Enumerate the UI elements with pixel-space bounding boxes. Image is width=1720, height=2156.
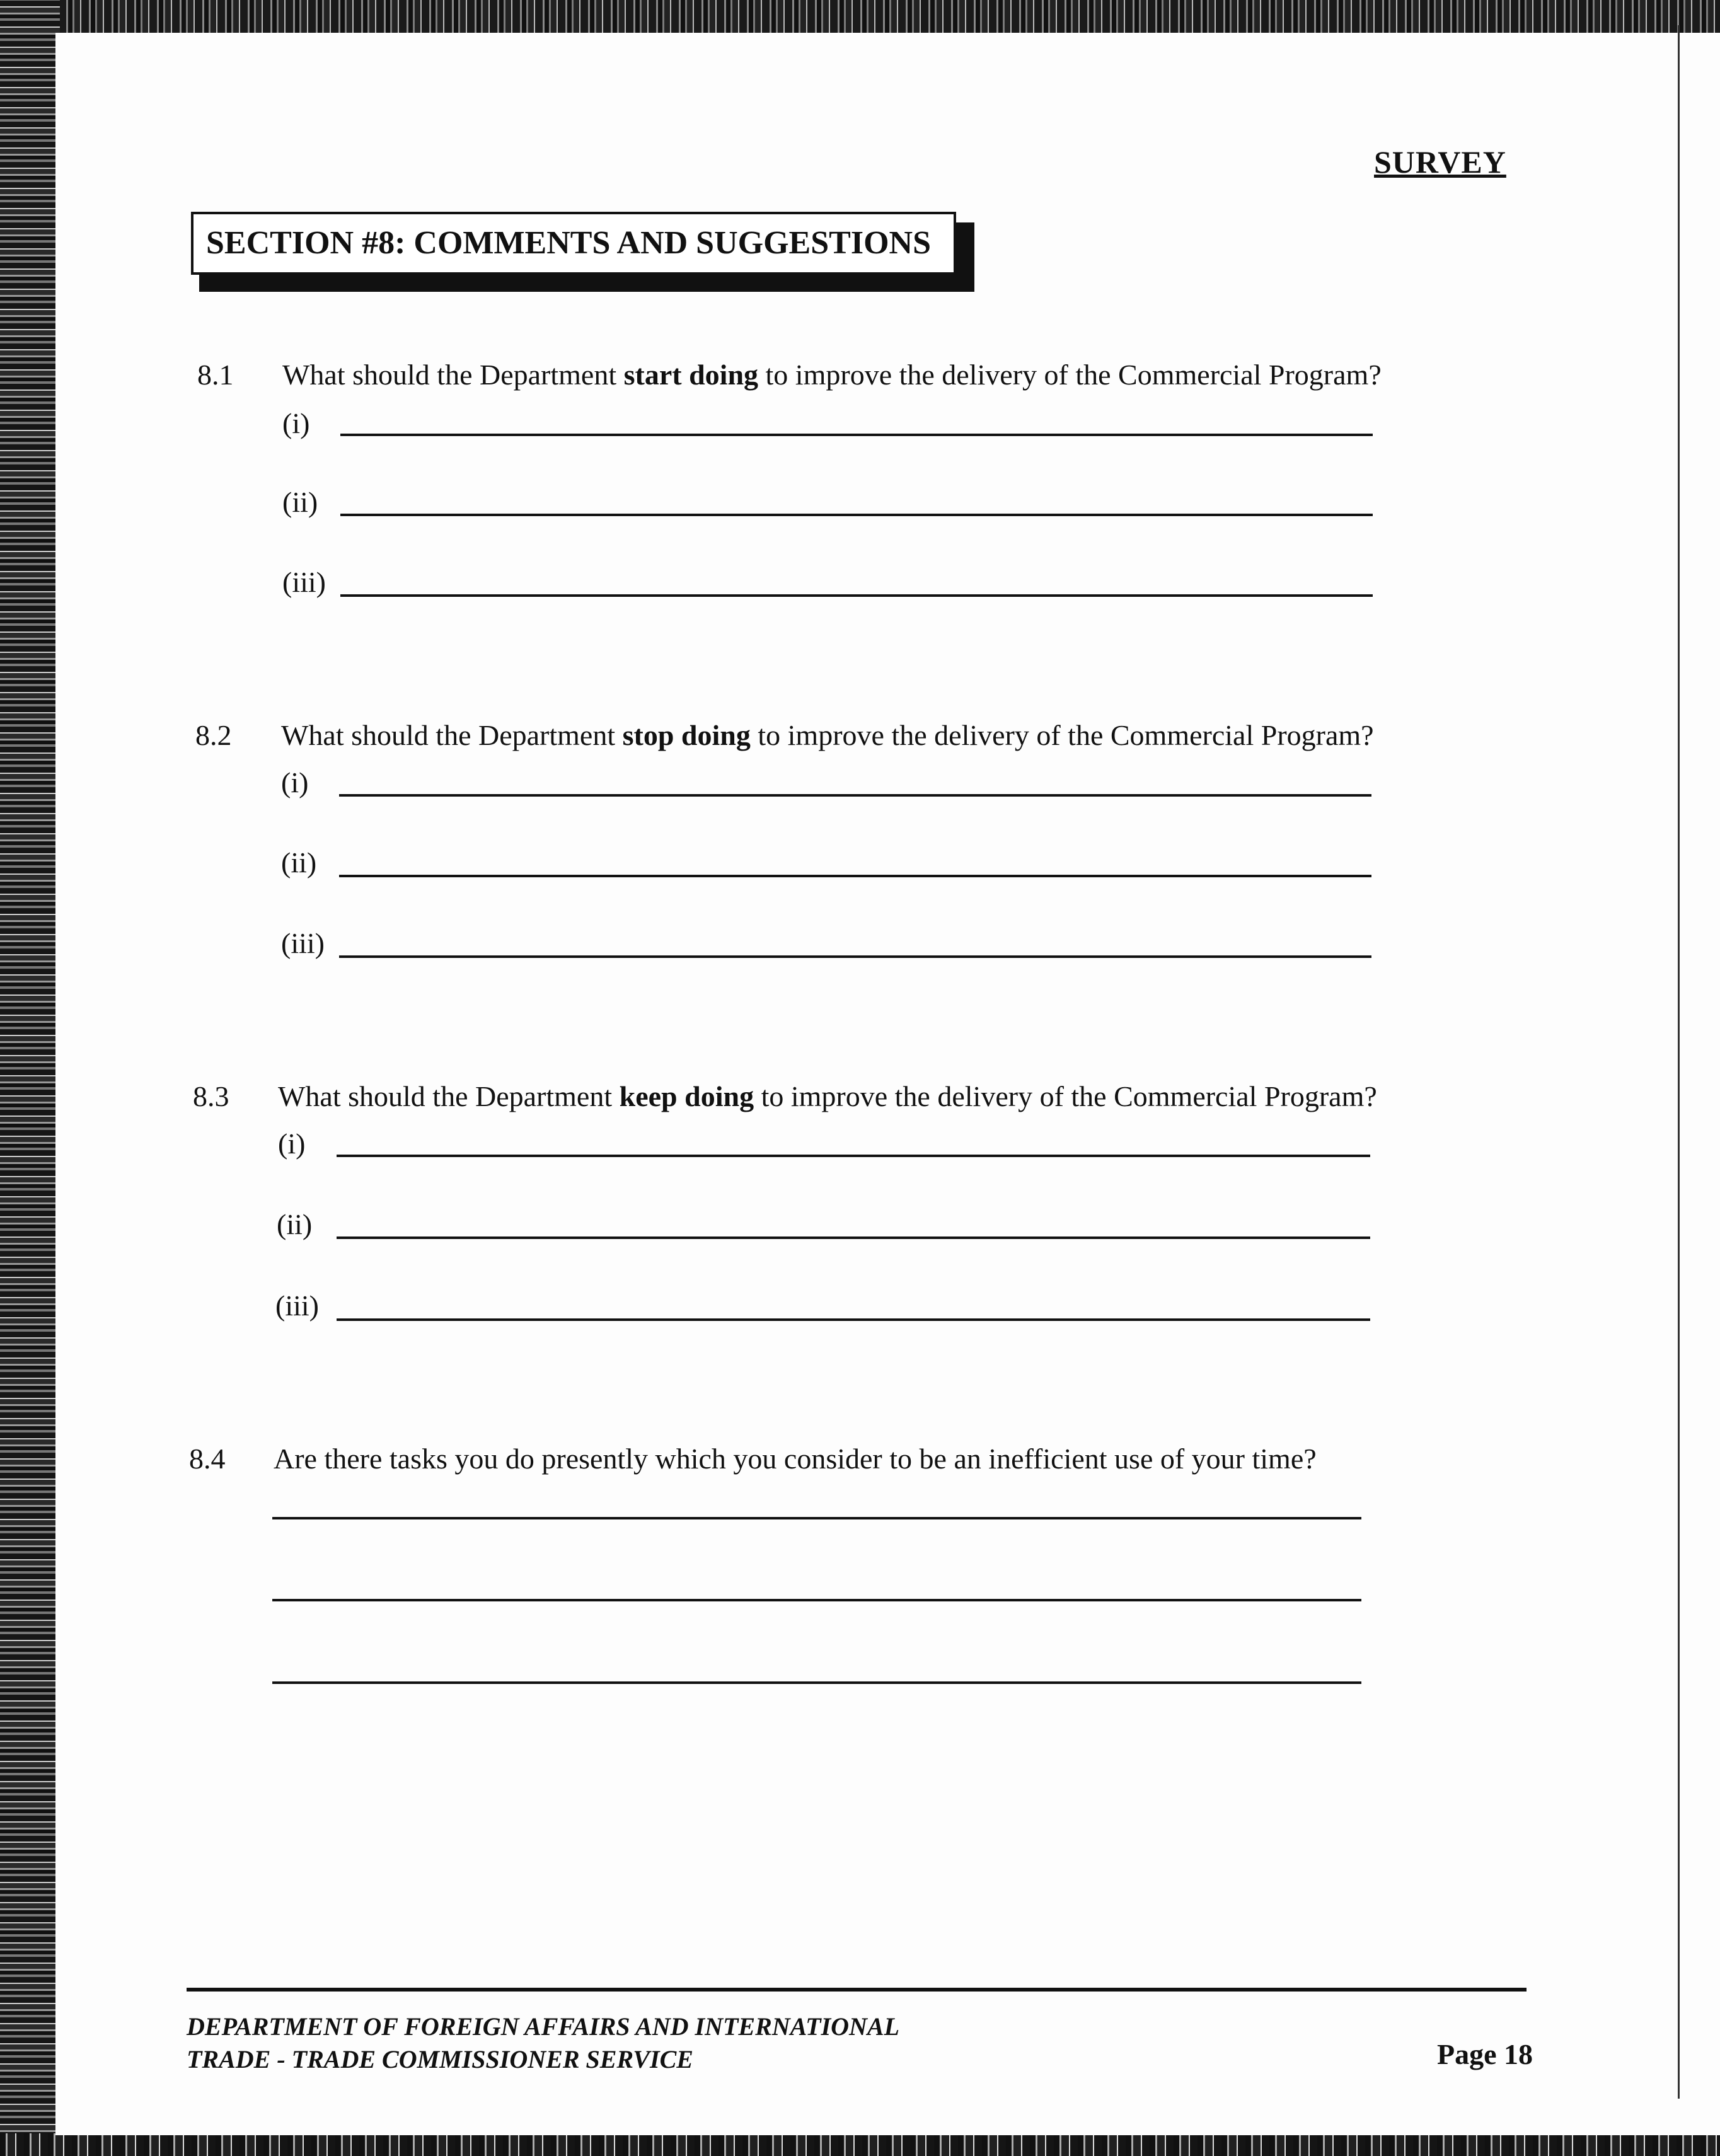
answer-item-label: (i): [282, 407, 310, 439]
survey-label: SURVEY: [1374, 144, 1506, 180]
answer-line-8-3-ii[interactable]: [337, 1237, 1370, 1239]
scan-edge-top: [0, 0, 1720, 38]
answer-line-8-3-i[interactable]: [337, 1155, 1370, 1157]
footer-organization: [187, 2010, 899, 2076]
right-margin-rule: [1678, 25, 1680, 2099]
question-emphasis: keep doing: [619, 1080, 754, 1112]
question-text-part: to improve the delivery of the Commercial Program?: [750, 719, 1374, 751]
answer-item-label: (i): [281, 766, 309, 798]
answer-item-label: (ii): [277, 1208, 313, 1240]
question-text-part: What should the Department: [282, 359, 624, 391]
footer-org-line-1: DEPARTMENT OF FOREIGN AFFAIRS AND INTERNATIONAL: [187, 2012, 900, 2041]
question-8-4-text: Are there tasks you do presently which you consider to be an inefficient use of your time?: [274, 1443, 1317, 1475]
answer-line-8-2-ii[interactable]: [339, 875, 1371, 877]
question-number: 8.2: [195, 719, 232, 751]
question-text-part: to improve the delivery of the Commercial Program?: [758, 359, 1382, 391]
answer-item-label: (iii): [281, 927, 325, 959]
answer-item-label: (iii): [275, 1289, 319, 1322]
answer-line-8-4-1[interactable]: [272, 1517, 1361, 1519]
answer-line-8-2-i[interactable]: [339, 794, 1371, 797]
question-8-1-text: [282, 358, 1382, 391]
answer-line-8-1-iii[interactable]: [340, 594, 1373, 597]
page-number: Page 18: [1437, 2038, 1533, 2070]
answer-line-8-1-i[interactable]: [340, 434, 1373, 436]
question-number: 8.3: [193, 1080, 229, 1112]
answer-item-label: (i): [278, 1127, 306, 1160]
answer-line-8-1-ii[interactable]: [340, 514, 1373, 516]
question-number: 8.4: [189, 1443, 226, 1475]
footer-org-line-2: TRADE - TRADE COMMISSIONER SERVICE: [187, 2045, 693, 2073]
question-text-part: to improve the delivery of the Commercial Program?: [754, 1080, 1377, 1112]
answer-line-8-4-3[interactable]: [272, 1681, 1361, 1684]
question-number: 8.1: [197, 359, 234, 391]
question-emphasis: start doing: [623, 359, 759, 391]
question-emphasis: stop doing: [622, 719, 751, 751]
section-header-box: [191, 212, 956, 275]
answer-line-8-3-iii[interactable]: [337, 1318, 1370, 1321]
answer-item-label: (ii): [282, 486, 318, 518]
question-8-3-text: [278, 1080, 1377, 1113]
question-text-part: What should the Department: [281, 719, 623, 751]
answer-item-label: (ii): [281, 846, 317, 879]
section-title: SECTION #8: COMMENTS AND SUGGESTIONS: [206, 225, 931, 261]
scan-edge-left: [0, 0, 60, 2156]
answer-item-label: (iii): [282, 566, 326, 598]
answer-line-8-4-2[interactable]: [272, 1599, 1361, 1601]
footer-divider: [187, 1988, 1527, 1992]
answer-line-8-2-iii[interactable]: [339, 955, 1371, 958]
question-text-part: What should the Department: [278, 1080, 620, 1112]
scan-edge-bottom: [0, 2133, 1720, 2156]
question-8-2-text: [281, 718, 1374, 752]
